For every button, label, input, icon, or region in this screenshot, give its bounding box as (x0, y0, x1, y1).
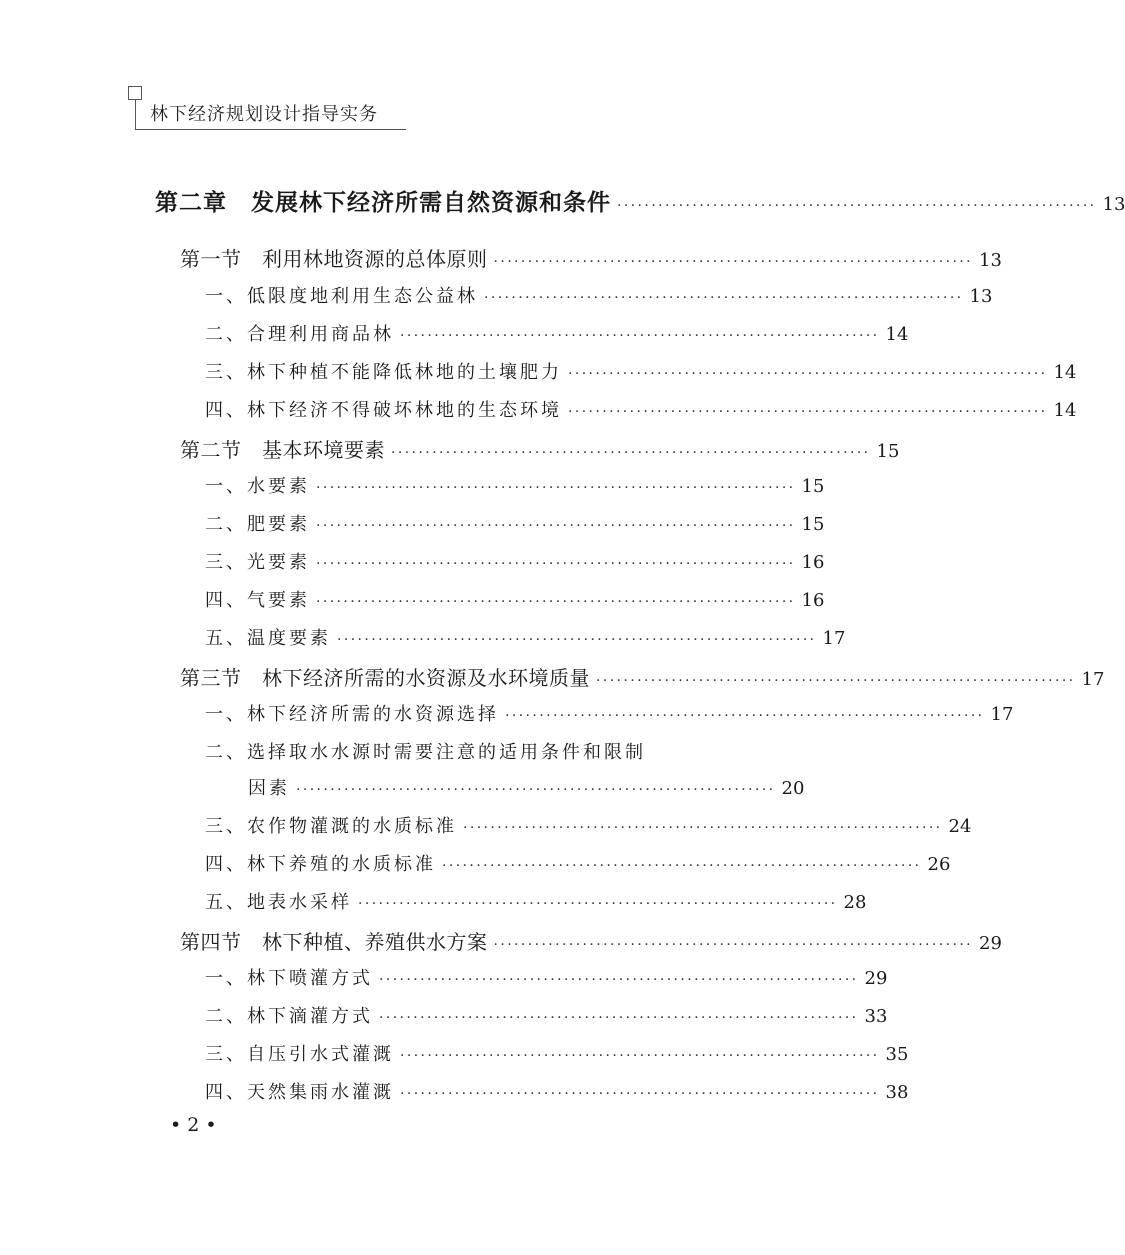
toc-item-entry[interactable] (205, 320, 909, 348)
page-number-footer: • 2 • (170, 1114, 217, 1136)
toc-leader-dots: ······································································ (617, 198, 1097, 214)
toc-page-number: 29 (864, 968, 888, 989)
toc-leader-dots: ······································································ (596, 673, 1076, 689)
toc-entry-title: 因素 (248, 778, 290, 799)
toc-leader-dots: ······································································ (505, 708, 985, 724)
toc-entry-title-line1[interactable]: 二、选择取水水源时需要注意的适用条件和限制 (205, 742, 646, 763)
toc-leader-dots: ······································································ (463, 820, 943, 836)
toc-entry-title: 四、气要素 (205, 590, 310, 611)
toc-leader-dots: ······································································ (484, 290, 964, 306)
toc-page-number: 15 (801, 476, 825, 497)
toc-page-number: 15 (801, 514, 825, 535)
toc-entry-title: 第二节 基本环境要素 (180, 438, 385, 462)
toc-leader-dots: ······································································ (337, 632, 817, 648)
toc-entry-title: 一、水要素 (205, 476, 310, 497)
toc-leader-dots: ······································································ (316, 594, 796, 610)
toc-entry-title: 二、肥要素 (205, 514, 310, 535)
toc-page-number: 14 (1053, 362, 1077, 383)
toc-page-number: 13 (979, 250, 1002, 271)
toc-page-number: 17 (990, 704, 1014, 725)
toc-leader-dots: ······································································ (400, 328, 880, 344)
toc-page-number: 16 (801, 590, 825, 611)
toc-item-entry[interactable] (205, 700, 1014, 728)
toc-item-entry[interactable] (205, 396, 1077, 424)
toc-chapter-entry[interactable] (155, 184, 1125, 216)
toc-page-number: 15 (876, 441, 900, 462)
toc-page-number: 38 (885, 1082, 909, 1103)
toc-entry-title: 四、林下养殖的水质标准 (205, 854, 436, 875)
toc-leader-dots: ······································································ (400, 1048, 880, 1064)
toc-item-entry[interactable] (205, 548, 825, 576)
toc-entry-title: 五、温度要素 (205, 628, 331, 649)
toc-item-entry[interactable] (205, 472, 825, 500)
toc-item-entry[interactable] (205, 964, 888, 992)
toc-item-entry[interactable] (205, 510, 825, 538)
toc-item-entry[interactable] (205, 1002, 888, 1030)
toc-entry-title: 五、地表水采样 (205, 892, 352, 913)
toc-page-number: 33 (864, 1006, 888, 1027)
toc-page-number: 28 (843, 892, 867, 913)
toc-leader-dots: ······································································ (316, 480, 796, 496)
toc-section-entry[interactable] (180, 926, 1002, 954)
toc-entry-title: 一、低限度地利用生态公益林 (205, 286, 478, 307)
header-corner-ornament (128, 86, 142, 100)
toc-page-number: 20 (781, 778, 805, 799)
toc-leader-dots: ······································································ (316, 556, 796, 572)
toc-leader-dots: ······································································ (493, 254, 974, 270)
toc-leader-dots: ······································································ (358, 896, 838, 912)
toc-item-entry[interactable] (205, 624, 846, 652)
toc-page-number: 14 (1053, 400, 1077, 421)
toc-page-number: 14 (885, 324, 909, 345)
toc-chapter-title: 第二章 发展林下经济所需自然资源和条件 (155, 190, 611, 216)
toc-leader-dots: ······································································ (400, 1086, 880, 1102)
toc-entry-title: 一、林下经济所需的水资源选择 (205, 704, 499, 725)
toc-leader-dots: ······································································ (379, 972, 859, 988)
toc-page-number: 13 (969, 286, 993, 307)
toc-entry-title: 第一节 利用林地资源的总体原则 (180, 247, 488, 271)
toc-page-number: 29 (979, 933, 1002, 954)
toc-item-entry[interactable] (205, 586, 825, 614)
toc-entry-title: 三、林下种植不能降低林地的土壤肥力 (205, 362, 562, 383)
toc-leader-dots: ······································································ (568, 404, 1048, 420)
toc-entry-title: 第三节 林下经济所需的水资源及水环境质量 (180, 666, 590, 690)
toc-entry-title: 三、农作物灌溉的水质标准 (205, 816, 457, 837)
toc-section-entry[interactable] (180, 662, 1105, 690)
toc-entry-title: 三、自压引水式灌溉 (205, 1044, 394, 1065)
running-header-title: 林下经济规划设计指导实务 (150, 104, 378, 125)
toc-page-number: 24 (948, 816, 972, 837)
toc-leader-dots: ······································································ (296, 782, 776, 798)
toc-page-number: 26 (927, 854, 951, 875)
toc-page-number: 35 (885, 1044, 909, 1065)
toc-item-entry[interactable] (205, 358, 1077, 386)
toc-leader-dots: ······································································ (442, 858, 922, 874)
toc-section-entry[interactable] (180, 434, 900, 462)
toc-item-entry[interactable] (205, 812, 972, 840)
toc-leader-dots: ······································································ (568, 366, 1048, 382)
toc-page-number: 17 (1081, 669, 1105, 690)
toc-entry-title: 四、林下经济不得破坏林地的生态环境 (205, 400, 562, 421)
toc-entry-title: 四、天然集雨水灌溉 (205, 1082, 394, 1103)
toc-page-number: 13 (1102, 194, 1125, 215)
toc-leader-dots: ······································································ (316, 518, 796, 534)
toc-page-number: 17 (822, 628, 846, 649)
toc-leader-dots: ······································································ (493, 937, 974, 953)
toc-entry-title: 二、林下滴灌方式 (205, 1006, 373, 1027)
toc-entry-title: 一、林下喷灌方式 (205, 968, 373, 989)
toc-entry-title: 第四节 林下种植、养殖供水方案 (180, 930, 488, 954)
toc-item-entry[interactable] (205, 888, 867, 916)
toc-leader-dots: ······································································ (391, 445, 871, 461)
toc-section-entry[interactable] (180, 243, 1002, 271)
toc-item-entry-continuation[interactable] (248, 774, 805, 802)
toc-leader-dots: ······································································ (379, 1010, 859, 1026)
toc-entry-title: 三、光要素 (205, 552, 310, 573)
toc-item-entry[interactable] (205, 282, 993, 310)
toc-entry-title: 二、合理利用商品林 (205, 324, 394, 345)
toc-item-entry[interactable] (205, 1078, 909, 1106)
toc-page-number: 16 (801, 552, 825, 573)
toc-item-entry[interactable] (205, 1040, 909, 1068)
toc-item-entry[interactable] (205, 850, 951, 878)
